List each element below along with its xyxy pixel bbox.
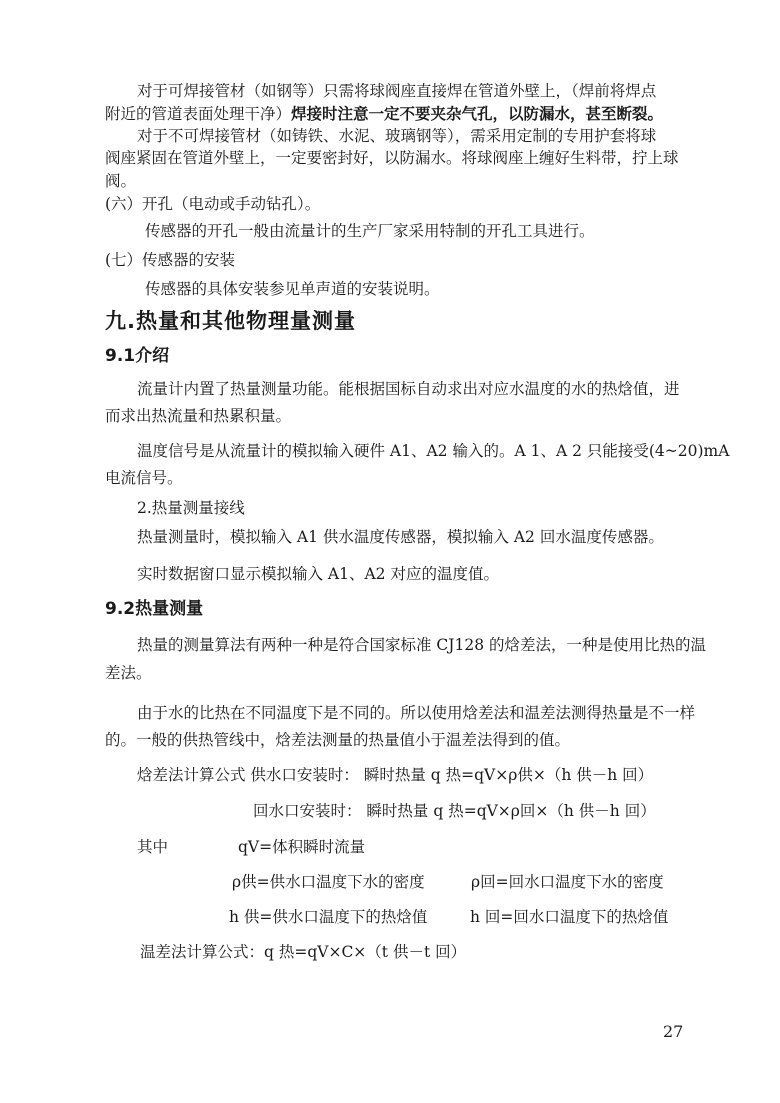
- definition: h 回=回水口温度下的热焓值: [470, 908, 669, 926]
- where-label: 其中: [137, 838, 169, 856]
- paragraph-line: 而求出热流量和热累积量。: [105, 407, 292, 425]
- paragraph-text: 附近的管道表面处理干净）: [105, 105, 292, 123]
- paragraph-line: 电流信号。: [105, 469, 183, 487]
- paragraph-line: 差法。: [105, 664, 152, 682]
- formula-line: 温差法计算公式：q 热=qV×C×（t 供－t 回）: [140, 943, 467, 961]
- subsection-heading: 9.2热量测量: [105, 599, 204, 619]
- paragraph-line: [105, 103, 663, 125]
- paragraph-line: 对于可焊接管材（如钢等）只需将球阀座直接焊在管道外壁上，（焊前将焊点: [137, 82, 657, 100]
- list-item-label: (六）开孔（电动或手动钻孔）。: [105, 195, 321, 213]
- paragraph-line: 由于水的比热在不同温度下是不同的。所以使用焓差法和温差法测得热量是不一样: [137, 704, 696, 722]
- warning-text: 焊接时注意一定不要夹杂气孔，以防漏水，甚至断裂。: [291, 104, 664, 123]
- paragraph-line: 传感器的具体安装参见单声道的安装说明。: [145, 280, 440, 298]
- paragraph-line: 热量的测量算法有两种一种是符合国家标准 CJ128 的焓差法，一种是使用比热的温: [137, 636, 707, 654]
- paragraph-line: 对于不可焊接管材（如铸铁、水泥、玻璃钢等），需采用定制的专用护套将球: [137, 127, 657, 145]
- sub-heading: 2.热量测量接线: [137, 499, 245, 517]
- paragraph-line: 阀。: [105, 172, 137, 190]
- definition: ρ回=回水口温度下水的密度: [471, 873, 664, 891]
- page-number: 27: [663, 1022, 684, 1041]
- paragraph-line: 流量计内置了热量测量功能。能根据国标自动求出对应水温度的水的热焓值，进: [137, 380, 680, 398]
- definition: qV=体积瞬时流量: [238, 838, 366, 856]
- subsection-heading: 9.1介绍: [105, 346, 170, 366]
- section-heading: 九.热量和其他物理量测量: [105, 309, 356, 333]
- definition: ρ供=供水口温度下水的密度: [232, 873, 425, 891]
- paragraph-line: 热量测量时，模拟输入 A1 供水温度传感器，模拟输入 A2 回水温度传感器。: [137, 528, 664, 546]
- paragraph-line: 实时数据窗口显示模拟输入 A1、A2 对应的温度值。: [137, 565, 499, 583]
- list-item-label: (七）传感器的安装: [105, 251, 236, 269]
- formula-line: 回水口安装时： 瞬时热量 q 热=qV×ρ回×（h 供－h 回）: [253, 802, 656, 820]
- definition: h 供=供水口温度下的热焓值: [229, 908, 428, 926]
- paragraph-line: 温度信号是从流量计的模拟输入硬件 A1、A2 输入的。A 1、A 2 只能接受(4~20)mA: [137, 442, 730, 460]
- paragraph-line: 的。一般的供热管线中，焓差法测量的热量值小于温差法得到的值。: [105, 731, 571, 749]
- formula-line: 焓差法计算公式 供水口安装时： 瞬时热量 q 热=qV×ρ供×（h 供－h 回）: [137, 766, 654, 784]
- paragraph-line: 阀座紧固在管道外壁上，一定要密封好，以防漏水。将球阀座上缠好生料带，拧上球: [105, 149, 679, 167]
- paragraph-line: 传感器的开孔一般由流量计的生产厂家采用特制的开孔工具进行。: [145, 222, 595, 240]
